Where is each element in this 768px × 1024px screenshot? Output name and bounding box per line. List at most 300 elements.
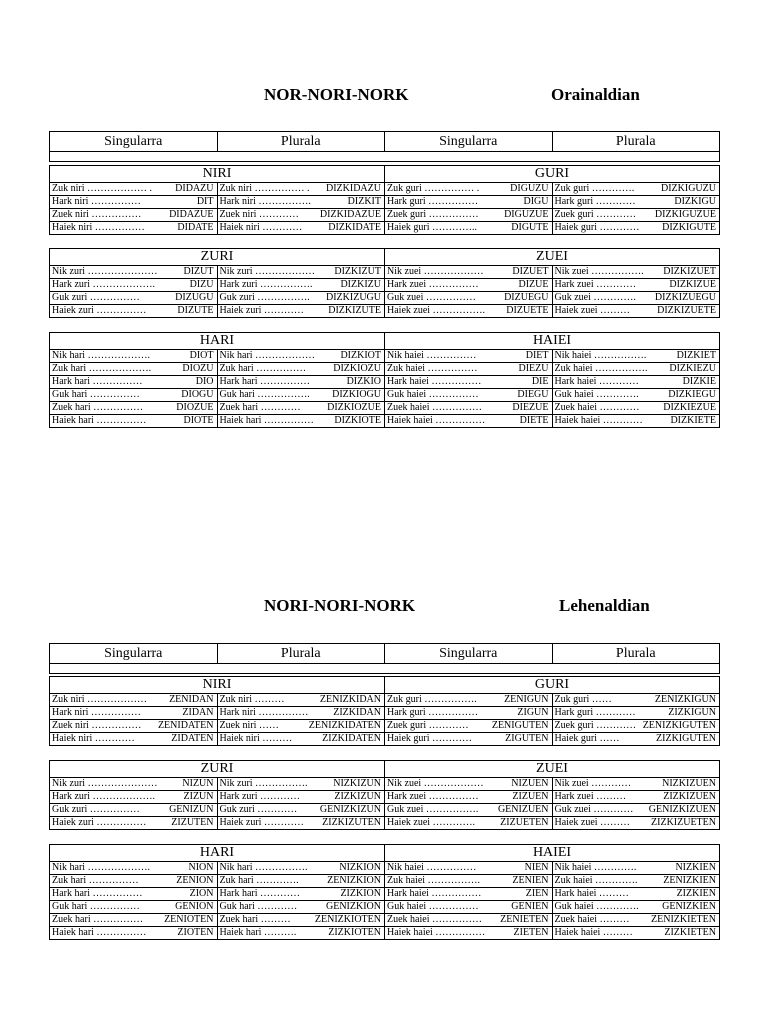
subject-label: Guk zuri ……………	[52, 292, 140, 303]
verb-form: DIZKIOTE	[334, 415, 381, 426]
verb-form: ZIETEN	[513, 927, 549, 938]
verb-form: DIZKIDAZU	[326, 183, 381, 194]
subject-label: Zuk haiei …………….	[554, 363, 648, 374]
subject-label: Haiek haiei …………	[554, 415, 643, 426]
verb-form: DIZKIET	[676, 350, 716, 361]
subject-label: Guk zuei ……………	[387, 292, 476, 303]
cell-content	[52, 901, 215, 913]
conjugation-cell	[217, 389, 385, 402]
conjugation-cell	[385, 266, 553, 279]
verb-form: ZIZKIGUN	[668, 707, 716, 718]
subject-label: Guk zuri ……………	[52, 804, 140, 815]
cell-content	[220, 901, 383, 913]
cell-content	[220, 694, 383, 706]
subject-label: Haiek hari ……………	[52, 927, 147, 938]
pronoun-group-table	[49, 760, 720, 830]
conjugation-cell	[385, 279, 553, 292]
subject-label: Haiek guri …………	[387, 733, 472, 744]
subject-label: Haiek niri ……………	[52, 222, 145, 233]
subject-label: Nik zuri …………………	[52, 266, 158, 277]
verb-form: DIETE	[519, 415, 549, 426]
verb-form: DIZUETE	[506, 305, 549, 316]
cell-content	[52, 875, 215, 887]
conjugation-cell	[385, 791, 553, 804]
conjugation-cell	[552, 733, 720, 746]
conjugation-cell	[217, 778, 385, 791]
cell-content	[220, 817, 383, 829]
conjugation-cell	[385, 694, 553, 707]
cell-content	[220, 778, 383, 790]
subject-label: Zuk hari ……………….	[52, 363, 152, 374]
verb-form: ZIZUETEN	[500, 817, 549, 828]
subject-label: Guk haiei ……………	[387, 389, 479, 400]
cell-content	[387, 279, 550, 291]
cell-content	[387, 292, 550, 304]
cell-content	[387, 402, 550, 414]
verb-form: ZIZKIEN	[676, 888, 716, 899]
verb-form: NIEN	[524, 862, 549, 873]
verb-form: DIGUZU	[510, 183, 549, 194]
column-header: Singularra	[50, 132, 218, 152]
subject-label: Guk zuei …………….	[387, 804, 479, 815]
verb-form: ZENIZKIOTEN	[314, 914, 381, 925]
cell-content	[555, 415, 718, 427]
subject-label: Guk zuri …………	[219, 804, 298, 815]
section-title: NORI-NORI-NORK	[264, 596, 416, 615]
subject-label: Zuk haiei …………….	[387, 875, 481, 886]
verb-form: ZIZKIZUN	[334, 791, 381, 802]
subject-label: Zuk niri ………	[219, 694, 285, 705]
conjugation-cell	[552, 888, 720, 901]
cell-content	[387, 707, 550, 719]
verb-form: ZIDATEN	[171, 733, 214, 744]
cell-content	[220, 363, 383, 375]
verb-form: ZION	[189, 888, 214, 899]
conjugation-cell	[50, 305, 218, 318]
verb-form: DIDAZU	[175, 183, 214, 194]
conjugation-cell	[552, 305, 720, 318]
conjugation-cell	[552, 389, 720, 402]
pronoun-heading-left: HARI	[50, 845, 385, 862]
cell-content	[555, 402, 718, 414]
verb-form: ZIZKIGUTEN	[656, 733, 716, 744]
verb-form: ZIZKIZUTEN	[322, 817, 381, 828]
cell-content	[387, 415, 550, 427]
cell-content	[555, 389, 718, 401]
pronoun-heading-left: ZURI	[50, 249, 385, 266]
conjugation-cell	[50, 694, 218, 707]
conjugation-cell	[385, 292, 553, 305]
subject-label: Hark zuri …………	[219, 791, 301, 802]
verb-form: DIZKIZUGU	[326, 292, 381, 303]
conjugation-cell	[552, 875, 720, 888]
table-row	[50, 183, 720, 196]
conjugation-cell	[385, 778, 553, 791]
verb-form: DIZKIOT	[340, 350, 381, 361]
subject-label: Nik hari ……………….	[52, 862, 151, 873]
cell-content	[220, 914, 383, 926]
verb-form: DIZKIDATE	[328, 222, 381, 233]
subject-label: Zuk hari ………….	[219, 875, 299, 886]
cell-content	[555, 804, 718, 816]
subject-label: Guk hari …………	[219, 901, 298, 912]
cell-content	[387, 389, 550, 401]
conjugation-cell	[217, 927, 385, 940]
verb-form: DIZKIZUET	[663, 266, 716, 277]
verb-form: ZENIZKION	[327, 875, 381, 886]
cell-content	[555, 305, 718, 317]
conjugation-cell	[50, 733, 218, 746]
subject-label: Zuk guri ……	[554, 694, 612, 705]
cell-content	[387, 778, 550, 790]
conjugation-cell	[552, 694, 720, 707]
cell-content	[52, 733, 215, 745]
table-row	[50, 862, 720, 875]
table-row	[50, 733, 720, 746]
subject-label: Haiek hari ……………	[52, 415, 147, 426]
conjugation-cell	[385, 305, 553, 318]
cell-content	[555, 791, 718, 803]
table-row	[50, 901, 720, 914]
cell-content	[555, 707, 718, 719]
verb-form: DIZKIZUEGU	[654, 292, 716, 303]
cell-content	[387, 196, 550, 208]
verb-form: DIZUET	[512, 266, 549, 277]
verb-form: DIO	[195, 376, 214, 387]
conjugation-cell	[552, 804, 720, 817]
verb-form: ZENION	[176, 875, 214, 886]
conjugation-cell	[385, 927, 553, 940]
verb-form: DIGUTE	[511, 222, 549, 233]
conjugation-cell	[552, 376, 720, 389]
cell-content	[220, 183, 383, 195]
verb-form: GENIZUEN	[497, 804, 549, 815]
conjugation-cell	[50, 804, 218, 817]
table-row	[50, 875, 720, 888]
conjugation-cell	[50, 183, 218, 196]
subject-label: Zuk guri …………… .	[387, 183, 480, 194]
cell-content	[555, 292, 718, 304]
cell-content	[52, 279, 215, 291]
verb-form: NIZUN	[182, 778, 214, 789]
subject-label: Haiek guri …………	[554, 222, 640, 233]
conjugation-cell	[385, 363, 553, 376]
pronoun-heading-left: HARI	[50, 333, 385, 350]
verb-form: DIZKIGUZU	[661, 183, 716, 194]
verb-form: DIZUEGU	[504, 292, 549, 303]
table-row	[50, 363, 720, 376]
conjugation-cell	[385, 914, 553, 927]
verb-form: DIOGU	[181, 389, 214, 400]
conjugation-cell	[50, 914, 218, 927]
conjugation-cell	[385, 875, 553, 888]
conjugation-cell	[50, 376, 218, 389]
cell-content	[555, 350, 718, 362]
verb-form: ZENIZKIGUN	[654, 694, 716, 705]
cell-content	[555, 817, 718, 829]
conjugation-cell	[552, 266, 720, 279]
cell-content	[220, 196, 383, 208]
verb-form: GENIZKIZUN	[319, 804, 381, 815]
verb-form: ZIDAN	[182, 707, 214, 718]
table-row	[50, 791, 720, 804]
cell-content	[52, 222, 215, 234]
pronoun-group-table	[49, 332, 720, 428]
verb-form: DIZKIEGU	[668, 389, 716, 400]
subject-label: Hark zuei …………	[554, 279, 637, 290]
conjugation-cell	[385, 183, 553, 196]
verb-form: DIZUTE	[177, 305, 214, 316]
verb-form: GENIEN	[511, 901, 549, 912]
spacer-row	[50, 664, 720, 674]
table-row	[50, 694, 720, 707]
cell-content	[555, 279, 718, 291]
subject-label: Hark haiei ………	[554, 888, 629, 899]
section-title: NOR-NORI-NORK	[264, 85, 409, 104]
table-row	[50, 209, 720, 222]
cell-content	[52, 888, 215, 900]
cell-content	[387, 901, 550, 913]
conjugation-cell	[217, 733, 385, 746]
verb-form: ZIZUTEN	[171, 817, 214, 828]
table-row	[50, 778, 720, 791]
column-header: Plurala	[552, 644, 720, 664]
subject-label: Nik haiei ……………	[387, 862, 477, 873]
cell-content	[220, 888, 383, 900]
conjugation-cell	[50, 292, 218, 305]
conjugation-cell	[552, 778, 720, 791]
subject-label: Guk hari ……………	[52, 389, 140, 400]
verb-form: NION	[188, 862, 214, 873]
pronoun-heading-row	[50, 166, 720, 183]
cell-content	[52, 402, 215, 414]
subject-label: Guk zuei ………….	[554, 292, 636, 303]
verb-form: DIZKIZUTE	[328, 305, 381, 316]
verb-form: DIGUZUE	[504, 209, 549, 220]
subject-label: Hark hari …………	[219, 888, 301, 899]
cell-content	[52, 183, 215, 195]
conjugation-cell	[385, 804, 553, 817]
pronoun-group-table	[49, 676, 720, 746]
conjugation-cell	[385, 862, 553, 875]
conjugation-cell	[552, 363, 720, 376]
cell-content	[555, 778, 718, 790]
cell-content	[220, 266, 383, 278]
verb-form: ZENIZKIDATEN	[308, 720, 381, 731]
subject-label: Zuek niri ……	[219, 720, 279, 731]
conjugation-cell	[50, 350, 218, 363]
subject-label: Nik haiei ………….	[554, 862, 637, 873]
verb-form: NIZKION	[339, 862, 381, 873]
conjugation-cell	[217, 402, 385, 415]
conjugation-cell	[217, 196, 385, 209]
cell-content	[387, 183, 550, 195]
subject-label: Zuk guri ………….	[554, 183, 635, 194]
verb-form: NIZKIZUN	[333, 778, 381, 789]
cell-content	[220, 862, 383, 874]
table-row	[50, 415, 720, 428]
verb-form: ZIOTEN	[177, 927, 214, 938]
column-header: Plurala	[217, 132, 385, 152]
column-header: Singularra	[385, 132, 553, 152]
subject-label: Guk zuei …………	[554, 804, 634, 815]
verb-form: DIZKIO	[346, 376, 381, 387]
verb-form: DIZKIZUE	[669, 279, 716, 290]
cell-content	[220, 707, 383, 719]
verb-form: ZIZKION	[340, 888, 381, 899]
verb-form: ZIGUTEN	[505, 733, 549, 744]
conjugation-cell	[50, 888, 218, 901]
verb-form: ZENIGUTEN	[491, 720, 549, 731]
verb-form: GENION	[175, 901, 214, 912]
verb-form: DIZKIOZUE	[327, 402, 381, 413]
cell-content	[52, 720, 215, 732]
subject-label: Zuk guri …………….	[387, 694, 477, 705]
cell-content	[52, 415, 215, 427]
conjugation-cell	[385, 350, 553, 363]
subject-label: Hark haiei ……………	[387, 376, 482, 387]
subject-label: Nik zuri …………….	[219, 778, 308, 789]
cell-content	[52, 266, 215, 278]
verb-form: ZIZKIETEN	[664, 927, 716, 938]
subject-label: Haiek zuri …………	[219, 305, 304, 316]
verb-form: DIEZU	[518, 363, 549, 374]
cell-content	[52, 209, 215, 221]
conjugation-cell	[552, 791, 720, 804]
subject-label: Zuek haiei ………	[554, 914, 630, 925]
conjugation-cell	[217, 720, 385, 733]
verb-form: DIZKIE	[682, 376, 716, 387]
verb-form: DIZKIZUT	[334, 266, 381, 277]
cell-content	[387, 222, 550, 234]
cell-content	[555, 363, 718, 375]
cell-content	[387, 266, 550, 278]
conjugation-cell	[50, 209, 218, 222]
conjugation-cell	[50, 415, 218, 428]
conjugation-cell	[385, 209, 553, 222]
cell-content	[555, 927, 718, 939]
verb-form: DIDATE	[177, 222, 214, 233]
conjugation-cell	[217, 888, 385, 901]
subject-label: Zuek hari ……………	[52, 914, 144, 925]
verb-form: GENIZKION	[326, 901, 381, 912]
cell-content	[387, 862, 550, 874]
subject-label: Haiek zuei …………….	[387, 305, 486, 316]
verb-form: ZIZKIDATEN	[322, 733, 381, 744]
conjugation-cell	[50, 363, 218, 376]
cell-content	[220, 292, 383, 304]
subject-label: Hark zuri ……………….	[52, 791, 156, 802]
table-row	[50, 305, 720, 318]
conjugation-cell	[50, 720, 218, 733]
cell-content	[52, 817, 215, 829]
subject-label: Haiek guri ……	[554, 733, 620, 744]
verb-form: DIZKIETE	[670, 415, 716, 426]
subject-label: Nik zuei …………	[554, 778, 632, 789]
subject-label: Nik haiei ……………	[387, 350, 477, 361]
verb-form: DIZU	[189, 279, 214, 290]
verb-form: DIZKIT	[347, 196, 381, 207]
verb-form: ZENIZKIETEN	[651, 914, 716, 925]
verb-form: DIZKIEZU	[669, 363, 716, 374]
conjugation-cell	[552, 196, 720, 209]
pronoun-group-table	[49, 248, 720, 318]
conjugation-cell	[217, 279, 385, 292]
verb-form: ZIZKIOTEN	[328, 927, 381, 938]
cell-content	[555, 733, 718, 745]
subject-label: Hark haiei ……………	[387, 888, 482, 899]
table-row	[50, 376, 720, 389]
spacer-cell	[50, 664, 720, 674]
spacer-row	[50, 152, 720, 162]
subject-label: Zuek haiei ……………	[387, 914, 482, 925]
subject-label: Haiek zuri ……………	[52, 305, 147, 316]
subject-label: Zuk niri …………… .	[219, 183, 310, 194]
cell-content	[220, 279, 383, 291]
cell-content	[52, 778, 215, 790]
spacer-cell	[50, 152, 720, 162]
pronoun-heading-row	[50, 677, 720, 694]
conjugation-cell	[385, 901, 553, 914]
subject-label: Haiek niri …………	[52, 733, 135, 744]
subject-label: Guk haiei ………….	[554, 901, 639, 912]
subject-label: Haiek zuei ………	[554, 305, 631, 316]
pronoun-heading-right: GURI	[385, 166, 720, 183]
conjugation-cell	[50, 707, 218, 720]
subject-label: Zuek hari ……………	[52, 402, 144, 413]
subject-label: Haiek haiei ………	[554, 927, 633, 938]
column-header-row	[50, 132, 720, 152]
conjugation-cell	[385, 888, 553, 901]
cell-content	[387, 694, 550, 706]
subject-label: Zuk hari ……………	[219, 363, 307, 374]
conjugation-cell	[50, 862, 218, 875]
conjugation-cell	[217, 791, 385, 804]
subject-label: Nik haiei …………….	[554, 350, 647, 361]
pronoun-heading-row	[50, 333, 720, 350]
verb-form: ZIZKIDAN	[333, 707, 381, 718]
verb-form: DIZKIZU	[340, 279, 381, 290]
verb-form: NIZKIZUEN	[662, 778, 716, 789]
cell-content	[220, 875, 383, 887]
conjugation-cell	[552, 279, 720, 292]
conjugation-cell	[385, 707, 553, 720]
subject-label: Haiek hari ……………	[219, 415, 314, 426]
subject-label: Hark zuei ………	[554, 791, 627, 802]
subject-label: Haiek guri …………..	[387, 222, 477, 233]
cell-content	[555, 694, 718, 706]
verb-form: ZENIOTEN	[164, 914, 214, 925]
cell-content	[52, 914, 215, 926]
subject-label: Hark guri ……………	[387, 707, 479, 718]
cell-content	[387, 888, 550, 900]
subject-label: Haiek niri …………	[219, 222, 303, 233]
cell-content	[555, 376, 718, 388]
verb-form: DIEGU	[517, 389, 549, 400]
cell-content	[52, 363, 215, 375]
cell-content	[555, 222, 718, 234]
cell-content	[220, 720, 383, 732]
cell-content	[387, 927, 550, 939]
conjugation-cell	[552, 402, 720, 415]
verb-form: DIZKIGU	[674, 196, 716, 207]
conjugation-cell	[217, 305, 385, 318]
subject-label: Haiek zuei ………….	[387, 817, 476, 828]
subject-label: Guk hari …………….	[219, 389, 310, 400]
verb-form: DIZUGU	[175, 292, 214, 303]
subject-label: Nik hari …………….	[219, 862, 308, 873]
verb-form: ZIZKIZUETEN	[651, 817, 716, 828]
